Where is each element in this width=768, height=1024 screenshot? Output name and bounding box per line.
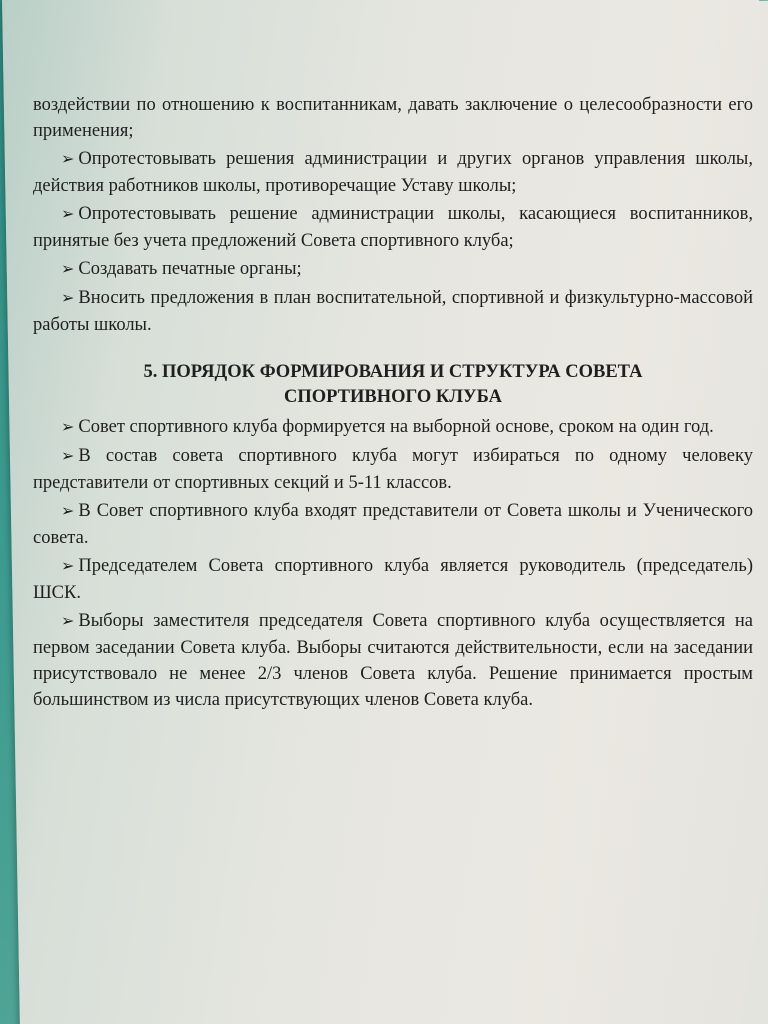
list-item: ➢ Опротестовывать решения администрации и других органов управления школы, действия работников школы, противоречащие Уставу школы; bbox=[33, 149, 753, 196]
rights-list bbox=[33, 146, 753, 338]
arrow-bullet-icon: ➢ bbox=[61, 151, 75, 168]
intro-paragraph: воздействии по отношению к воспитанникам, давать заключение о целесообразности его применения; bbox=[33, 95, 753, 141]
list-item: ➢ Выборы заместителя председателя Совета спортивного клуба осуществляется на первом заседании Совета клуба. Выборы считаются действительности, если на заседании присутствовало не менее 2/3 членов Совета клуба. Решение принимается простым большинством из числа присутствующих членов Совета клуба. bbox=[33, 611, 753, 710]
list-item: ➢ Создавать печатные органы; bbox=[33, 256, 753, 283]
list-item: ➢ Вносить предложения в план воспитательной, спортивной и физкультурно-массовой работы школы. bbox=[33, 288, 753, 335]
section-heading-line2: СПОРТИВНОГО КЛУБА bbox=[284, 387, 502, 407]
arrow-bullet-icon: ➢ bbox=[61, 558, 75, 575]
list-item: ➢ Опротестовывать решение администрации школы, касающиеся воспитанников, принятые без учета предложений Совета спортивного клуба; bbox=[33, 204, 753, 251]
arrow-bullet-icon: ➢ bbox=[61, 503, 75, 520]
section-heading-line1: 5. ПОРЯДОК ФОРМИРОВАНИЯ И СТРУКТУРА СОВЕТА bbox=[143, 362, 643, 382]
arrow-bullet-icon: ➢ bbox=[61, 261, 75, 278]
list-item: ➢ Председателем Совета спортивного клуба является руководитель (председатель) ШСК. bbox=[33, 556, 753, 603]
list-item: ➢ В состав совета спортивного клуба могут избираться по одному человеку представители от спортивных секций и 5-11 классов. bbox=[33, 446, 753, 493]
section-list bbox=[33, 414, 753, 713]
arrow-bullet-icon: ➢ bbox=[61, 613, 75, 630]
list-item: ➢ В Совет спортивного клуба входят представители от Совета школы и Ученического совета. bbox=[33, 501, 753, 548]
arrow-bullet-icon: ➢ bbox=[61, 448, 75, 465]
list-item: ➢ Совет спортивного клуба формируется на выборной основе, сроком на один год. bbox=[33, 414, 753, 441]
arrow-bullet-icon: ➢ bbox=[61, 206, 75, 223]
paper-corner-tab bbox=[759, 0, 768, 1]
section-heading bbox=[33, 360, 753, 410]
document-body bbox=[33, 92, 753, 715]
arrow-bullet-icon: ➢ bbox=[61, 419, 75, 436]
arrow-bullet-icon: ➢ bbox=[61, 290, 75, 307]
